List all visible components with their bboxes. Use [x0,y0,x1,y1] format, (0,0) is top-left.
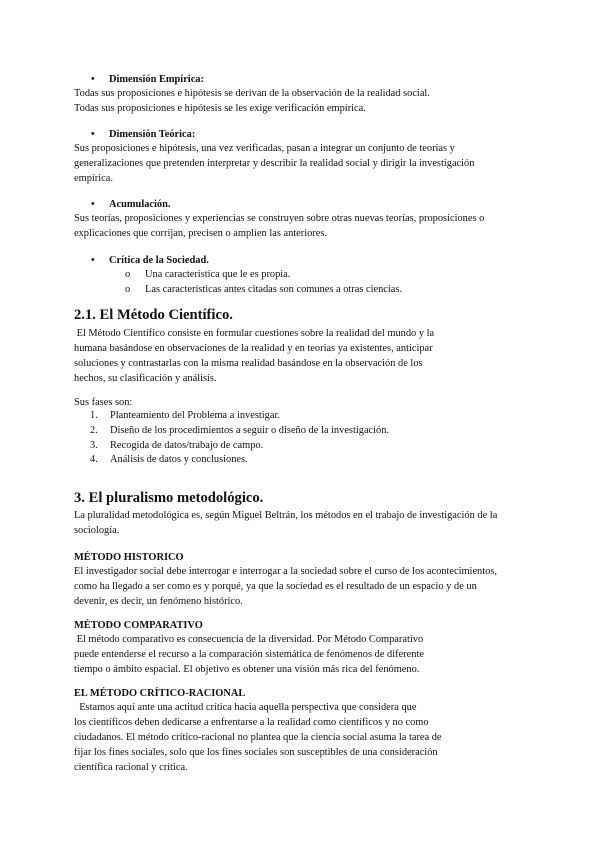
bullet-icon: • [91,74,95,85]
list-item: 4. Análisis de datos y conclusiones. [90,454,248,466]
method-heading-critico-racional: EL MÉTODO CRÍTICO-RACIONAL [74,688,246,699]
section-heading-pluralismo: 3. El pluralismo metodológico. [74,490,264,506]
sub-list-critica [125,268,402,297]
phases-intro: Sus fases son: [74,397,133,408]
bullet-heading-acumulacion: • Acumulación. [91,199,171,210]
bullet-heading-empirica: • Dimensión Empírica: [91,74,204,85]
paragraph-empirica: Todas sus proposiciones e hipótesis se derivan de la observación de la realidad social. Todas sus proposiciones e hipótesis se les exige verificación empírica. [74,88,430,114]
paragraph-critico-racional: Estamos aquí ante una actitud crítica hacia aquella perspectiva que considera que los científicos deben dedicarse a enfrentarse a la realidad como científicos y no como ciudadanos. El método crítico-racional no plantea que la ciencia social asuma la tarea de fijar los fines sociales, solo que los fines sociales son susceptibles de una consideración científica racional y crítica. [74,702,442,773]
list-item: 1. Planteamiento del Problema a investigar. [90,410,280,421]
paragraph-teorica: Sus proposiciones e hipótesis, una vez verificadas, pasan a integrar un conjunto de teorías y generalizaciones que pretenden interpretar y describir la realidad social y dirigir la investigación empírica. [74,143,475,184]
paragraph-historico: El investigador social debe interrogar e interrogar a la sociedad sobre el curso de los acontecimientos, como ha llegado a ser como es y porqué, ya que la sociedad es el resultado de un espacio y de un devenir, es decir, un fenómeno histórico. [74,566,497,607]
paragraph-acumulacion: Sus teorías, proposiciones y experiencias se construyen sobre otras nuevas teorías, proposiciones o explicaciones que corrijan, precisen o amplíen las anteriores. [74,213,485,239]
circle-bullet-icon: o [125,283,131,295]
list-item: 2. Diseño de los procedimientos a seguir o diseño de la investigación. [90,424,390,436]
method-heading-historico: MÉTODO HISTORICO [74,552,184,563]
bullet-icon: • [91,199,95,210]
paragraph-pluralismo: La pluralidad metodológica es, según Miguel Beltrán, los métodos en el trabajo de investigación de la sociología. [74,510,498,536]
paragraph-comparativo: El método comparativo es consecuencia de la diversidad. Por Método Comparativo puede entenderse el recurso a la comparación sistemática de fenómenos de diferente tiempo o ámbito espacial. El objetivo es obtener una visión más rica del fenómeno. [74,634,424,675]
list-item: o Una característica que le es propia. [125,268,402,283]
paragraph-metodo-cientifico: El Método Científico consiste en formular cuestiones sobre la realidad del mundo y la humana basándose en observaciones de la realidad y en teorías ya existentes, anticipar soluciones y contrastarlas con la misma realidad basándose en la observación de los hechos, su clasificación y análisis. [74,328,435,384]
bullet-icon: • [91,255,95,266]
circle-bullet-icon: o [125,269,131,280]
phases-list [90,409,389,468]
bullet-heading-teorica: • Dimensión Teórica: [91,129,196,140]
list-item: o Las características antes citadas son comunes a otras ciencias. [125,283,402,298]
bullet-icon: • [91,129,95,140]
method-heading-comparativo: MÉTODO COMPARATIVO [74,620,203,631]
list-item: 3. Recogida de datos/trabajo de campo. [90,439,264,451]
section-heading-metodo-cientifico: 2.1. El Método Científico. [74,307,233,323]
bullet-heading-critica: • Crítica de la Sociedad. [91,255,209,266]
